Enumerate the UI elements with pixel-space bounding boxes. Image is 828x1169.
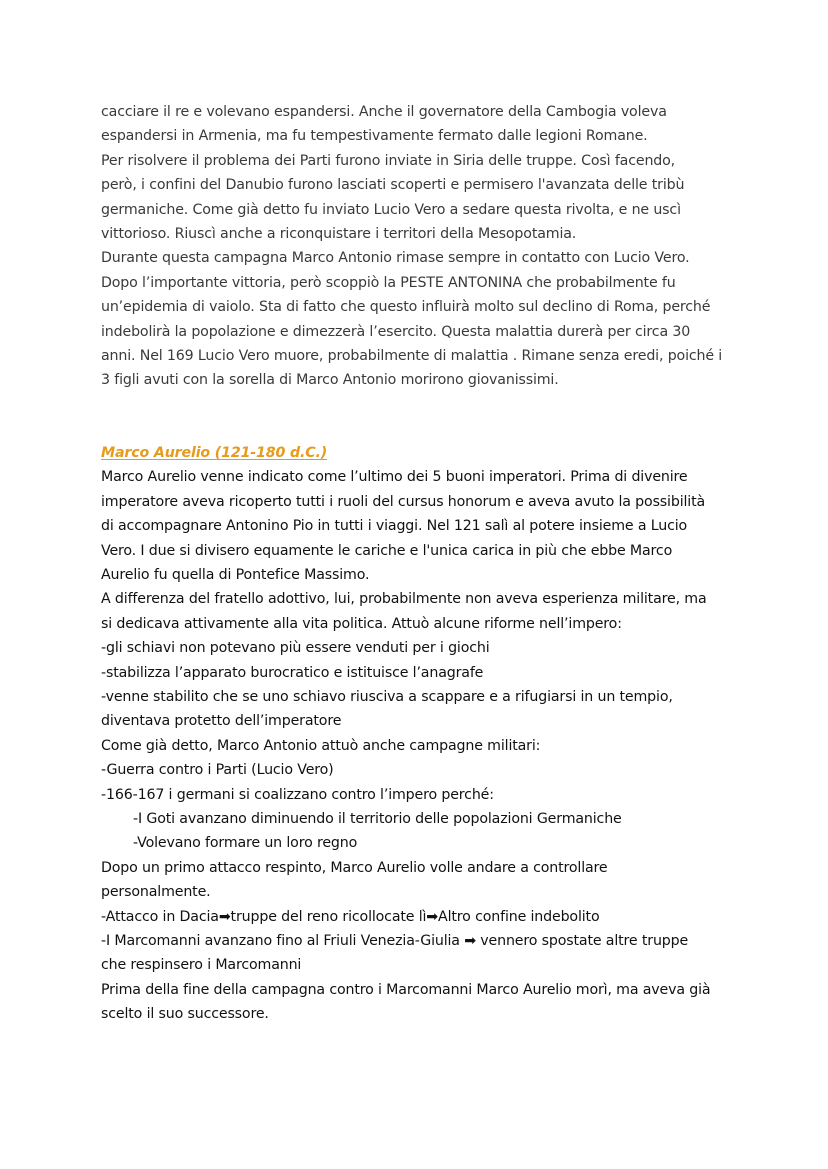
section-marco-aurelio	[101, 441, 741, 1027]
list-item: -stabilizza l’apparato burocratico e istituisce l’anagrafe	[101, 664, 484, 681]
text-line: 3 figli avuti con la sorella di Marco Antonio morirono giovanissimi.	[101, 372, 559, 389]
text-line: si dedicava attivamente alla vita politica. Attuò alcune riforme nell’impero:	[101, 615, 622, 632]
text-line: che respinsero i Marcomanni	[101, 957, 302, 974]
section-spacer	[101, 393, 741, 441]
list-item: -venne stabilito che se uno schiavo riusciva a scappare e a rifugiarsi in un tempio,	[101, 688, 673, 705]
text-line: personalmente.	[101, 884, 211, 901]
text-line: Prima della fine della campagna contro i Marcomanni Marco Aurelio morì, ma aveva già	[101, 981, 711, 998]
text-line: Marco Aurelio venne indicato come l’ultimo dei 5 buoni imperatori. Prima di divenire	[101, 469, 688, 486]
text-line: espandersi in Armenia, ma fu tempestivamente fermato dalle legioni Romane.	[101, 128, 648, 145]
sub-list-item: -I Goti avanzano diminuendo il territorio delle popolazioni Germaniche	[133, 810, 622, 827]
text-line: indebolirà la popolazione e dimezzerà l’esercito. Questa malattia durerà per circa 30	[101, 323, 691, 340]
intro-paragraph	[101, 100, 741, 393]
text-line: diventava protetto dell’imperatore	[101, 713, 342, 730]
text-line: germaniche. Come già detto fu inviato Lucio Vero a sedare questa rivolta, e ne uscì	[101, 201, 681, 218]
text-line: vittorioso. Riuscì anche a riconquistare i territori della Mesopotamia.	[101, 226, 577, 243]
text-line: Vero. I due si divisero equamente le cariche e l'unica carica in più che ebbe Marco	[101, 542, 673, 559]
sub-list-item: -Volevano formare un loro regno	[133, 835, 358, 852]
text-line: però, i confini del Danubio furono lasciati scoperti e permisero l'avanzata delle tribù	[101, 177, 685, 194]
list-item: -I Marcomanni avanzano fino al Friuli Venezia-Giulia ➡ vennero spostate altre truppe	[101, 933, 689, 949]
text-line: imperatore aveva ricoperto tutti i ruoli del cursus honorum e aveva avuto la possibilità	[101, 493, 706, 510]
document-page	[101, 100, 741, 1027]
text-line: Aurelio fu quella di Pontefice Massimo.	[101, 566, 370, 583]
text-line: Come già detto, Marco Antonio attuò anche campagne militari:	[101, 737, 541, 754]
list-item: -Attacco in Dacia➡truppe del reno ricollocate lì➡Altro confine indebolito	[101, 908, 600, 925]
text-line: Dopo l’importante vittoria, però scoppiò la PESTE ANTONINA che probabilmente fu	[101, 274, 676, 291]
list-item: -Guerra contro i Parti (Lucio Vero)	[101, 762, 334, 779]
section-heading: Marco Aurelio (121-180 d.C.)	[101, 444, 328, 461]
text-line: di accompagnare Antonino Pio in tutti i viaggi. Nel 121 salì al potere insieme a Lucio	[101, 518, 688, 535]
list-item: -gli schiavi non potevano più essere venduti per i giochi	[101, 640, 490, 657]
text-line: un’epidemia di vaiolo. Sta di fatto che questo influirà molto sul declino di Roma, perché	[101, 299, 711, 316]
text-line: Durante questa campagna Marco Antonio rimase sempre in contatto con Lucio Vero.	[101, 250, 690, 267]
list-item: -166-167 i germani si coalizzano contro l’impero perché:	[101, 786, 494, 803]
text-line: anni. Nel 169 Lucio Vero muore, probabilmente di malattia . Rimane senza eredi, poiché i	[101, 348, 723, 365]
text-line: Dopo un primo attacco respinto, Marco Aurelio volle andare a controllare	[101, 859, 608, 876]
text-line: cacciare il re e volevano espandersi. Anche il governatore della Cambogia voleva	[101, 104, 667, 120]
text-line: Per risolvere il problema dei Parti furono inviate in Siria delle truppe. Così facendo,	[101, 152, 676, 169]
text-line: scelto il suo successore.	[101, 1006, 269, 1023]
text-line: A differenza del fratello adottivo, lui, probabilmente non aveva esperienza militare, ma	[101, 591, 707, 608]
